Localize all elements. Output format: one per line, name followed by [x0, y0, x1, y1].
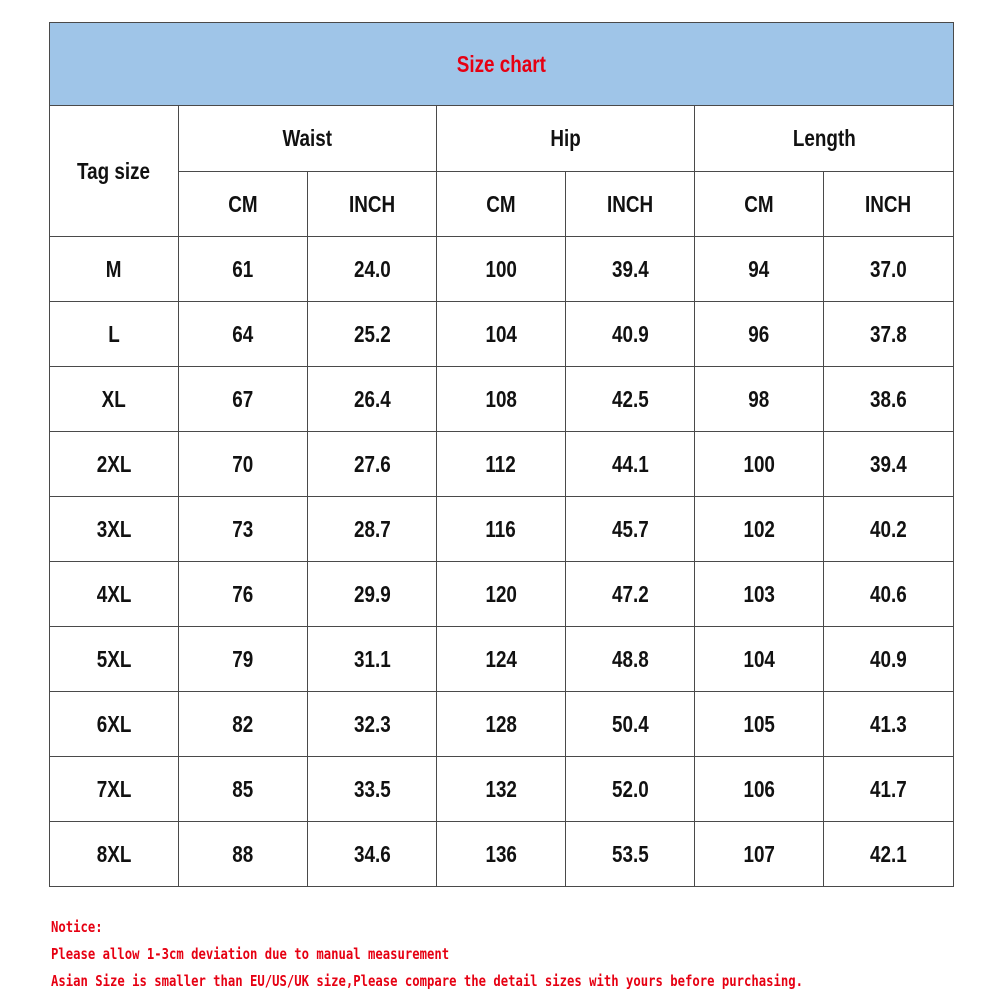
- value-cell: 26.4: [308, 367, 437, 432]
- value-cell: 42.1: [824, 822, 954, 887]
- notice-asian-size-text: Asian Size is smaller than EU/US/UK size,Please compare the detail sizes with yours before purchasing.: [51, 972, 803, 990]
- unit-header: CM: [437, 172, 566, 237]
- value-cell: 103: [695, 562, 824, 627]
- size-cell: 8XL: [50, 822, 179, 887]
- value-cell: 39.4: [566, 237, 695, 302]
- table-row: [50, 497, 954, 562]
- value-cell: 96: [695, 302, 824, 367]
- value-cell: 24.0: [308, 237, 437, 302]
- value-cell: 107: [695, 822, 824, 887]
- value-cell: 44.1: [566, 432, 695, 497]
- value-cell: 70: [179, 432, 308, 497]
- value-cell: 32.3: [308, 692, 437, 757]
- value-cell: 132: [437, 757, 566, 822]
- table-row: [50, 692, 954, 757]
- table-row: [50, 237, 954, 302]
- value-cell: 52.0: [566, 757, 695, 822]
- value-cell: 53.5: [566, 822, 695, 887]
- value-cell: 104: [695, 627, 824, 692]
- table-row: [50, 757, 954, 822]
- size-chart-table: [49, 22, 954, 887]
- value-cell: 102: [695, 497, 824, 562]
- value-cell: 136: [437, 822, 566, 887]
- notice-heading: Notice:: [51, 918, 103, 936]
- value-cell: 128: [437, 692, 566, 757]
- notice-deviation-text: Please allow 1-3cm deviation due to manual measurement: [51, 945, 450, 963]
- value-cell: 104: [437, 302, 566, 367]
- value-cell: 27.6: [308, 432, 437, 497]
- size-cell: 4XL: [50, 562, 179, 627]
- value-cell: 85: [179, 757, 308, 822]
- size-cell: 6XL: [50, 692, 179, 757]
- value-cell: 28.7: [308, 497, 437, 562]
- value-cell: 94: [695, 237, 824, 302]
- value-cell: 105: [695, 692, 824, 757]
- value-cell: 34.6: [308, 822, 437, 887]
- value-cell: 100: [695, 432, 824, 497]
- value-cell: 106: [695, 757, 824, 822]
- value-cell: 67: [179, 367, 308, 432]
- value-cell: 42.5: [566, 367, 695, 432]
- value-cell: 31.1: [308, 627, 437, 692]
- value-cell: 73: [179, 497, 308, 562]
- table-row: [50, 822, 954, 887]
- value-cell: 82: [179, 692, 308, 757]
- value-cell: 100: [437, 237, 566, 302]
- size-cell: 5XL: [50, 627, 179, 692]
- value-cell: 108: [437, 367, 566, 432]
- size-cell: 3XL: [50, 497, 179, 562]
- unit-header: INCH: [566, 172, 695, 237]
- notice-block: [51, 914, 981, 995]
- value-cell: 37.8: [824, 302, 954, 367]
- value-cell: 40.9: [824, 627, 954, 692]
- value-cell: 64: [179, 302, 308, 367]
- table-row: [50, 367, 954, 432]
- value-cell: 37.0: [824, 237, 954, 302]
- value-cell: 98: [695, 367, 824, 432]
- value-cell: 116: [437, 497, 566, 562]
- size-cell: XL: [50, 367, 179, 432]
- size-cell: 7XL: [50, 757, 179, 822]
- value-cell: 25.2: [308, 302, 437, 367]
- value-cell: 40.9: [566, 302, 695, 367]
- value-cell: 38.6: [824, 367, 954, 432]
- chart-title: Size chart: [50, 23, 954, 106]
- value-cell: 76: [179, 562, 308, 627]
- tag-size-header: Tag size: [50, 106, 179, 237]
- value-cell: 41.3: [824, 692, 954, 757]
- table-row: [50, 432, 954, 497]
- unit-header: INCH: [308, 172, 437, 237]
- value-cell: 79: [179, 627, 308, 692]
- length-header: Length: [695, 106, 954, 172]
- value-cell: 40.6: [824, 562, 954, 627]
- value-cell: 33.5: [308, 757, 437, 822]
- value-cell: 120: [437, 562, 566, 627]
- table-row: [50, 627, 954, 692]
- unit-header-row: [50, 172, 954, 237]
- value-cell: 29.9: [308, 562, 437, 627]
- value-cell: 48.8: [566, 627, 695, 692]
- unit-header: CM: [695, 172, 824, 237]
- hip-header: Hip: [437, 106, 695, 172]
- table-row: [50, 302, 954, 367]
- group-header-row: [50, 106, 954, 172]
- value-cell: 47.2: [566, 562, 695, 627]
- title-row: [50, 23, 954, 106]
- value-cell: 40.2: [824, 497, 954, 562]
- value-cell: 45.7: [566, 497, 695, 562]
- unit-header: INCH: [824, 172, 954, 237]
- value-cell: 61: [179, 237, 308, 302]
- size-cell: 2XL: [50, 432, 179, 497]
- size-cell: L: [50, 302, 179, 367]
- table-row: [50, 562, 954, 627]
- waist-header: Waist: [179, 106, 437, 172]
- value-cell: 39.4: [824, 432, 954, 497]
- value-cell: 88: [179, 822, 308, 887]
- size-cell: M: [50, 237, 179, 302]
- value-cell: 112: [437, 432, 566, 497]
- value-cell: 124: [437, 627, 566, 692]
- value-cell: 41.7: [824, 757, 954, 822]
- unit-header: CM: [179, 172, 308, 237]
- value-cell: 50.4: [566, 692, 695, 757]
